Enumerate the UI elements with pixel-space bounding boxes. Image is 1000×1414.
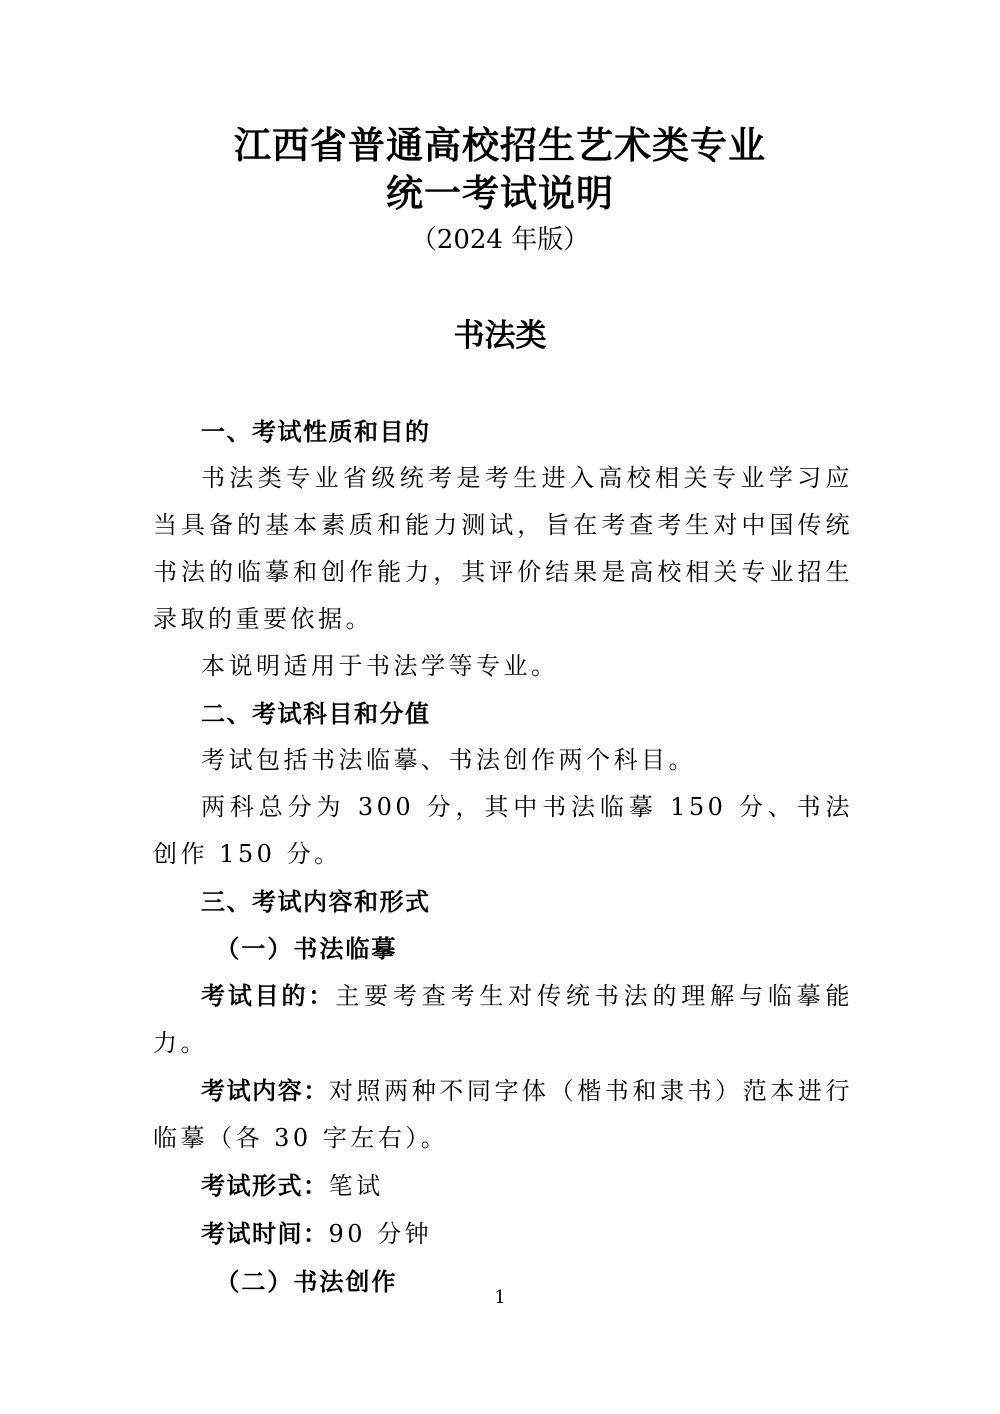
section2-heading: 二、考试科目和分值 [201,699,431,728]
section1-heading: 一、考试性质和目的 [201,417,431,446]
exam-time-label: 考试时间： [201,1219,329,1248]
section3-heading: 三、考试内容和形式 [201,887,431,916]
exam-form-text: 笔试 [328,1172,384,1200]
edition-label: （2024 年版） [410,225,590,255]
exam-time-text: 90 分钟 [328,1220,433,1248]
exam-purpose [153,972,853,1067]
exam-time [153,1210,853,1258]
exam-purpose-label: 考试目的： [201,981,336,1010]
subsection2-heading: （二）书法创作 [215,1267,398,1296]
document-title-line2: 统一考试说明 [386,171,614,215]
document-title-line1: 江西省普通高校招生艺术类专业 [234,123,766,167]
document-body [153,408,853,1305]
section1-paragraph1: 书法类专业省级统考是考生进入高校相关专业学习应当具备的基本素质和能力测试，旨在考查考生对中国传统书法的临摹和创作能力，其评价结果是高校相关专业招生录取的重要依据。 [153,464,853,633]
page-number: 1 [494,1287,506,1308]
exam-content [153,1067,853,1162]
exam-form-label: 考试形式： [201,1171,329,1200]
section1-paragraph2: 本说明适用于书法学等专业。 [201,652,559,680]
subsection1-heading: （一）书法临摹 [215,934,398,963]
exam-content-text: 对照两种不同字体（楷书和隶书）范本进行临摹（各 30 字左右）。 [153,1077,854,1152]
exam-purpose-text: 主要考查考生对传统书法的理解与临摹能力。 [153,982,854,1057]
exam-content-label: 考试内容： [201,1076,329,1105]
section2-paragraph2: 两科总分为 300 分，其中书法临摹 150 分、书法创作 150 分。 [153,793,853,868]
category-heading: 书法类 [453,318,547,354]
section2-paragraph1: 考试包括书法临摹、书法创作两个科目。 [201,746,696,774]
exam-form [153,1162,853,1210]
